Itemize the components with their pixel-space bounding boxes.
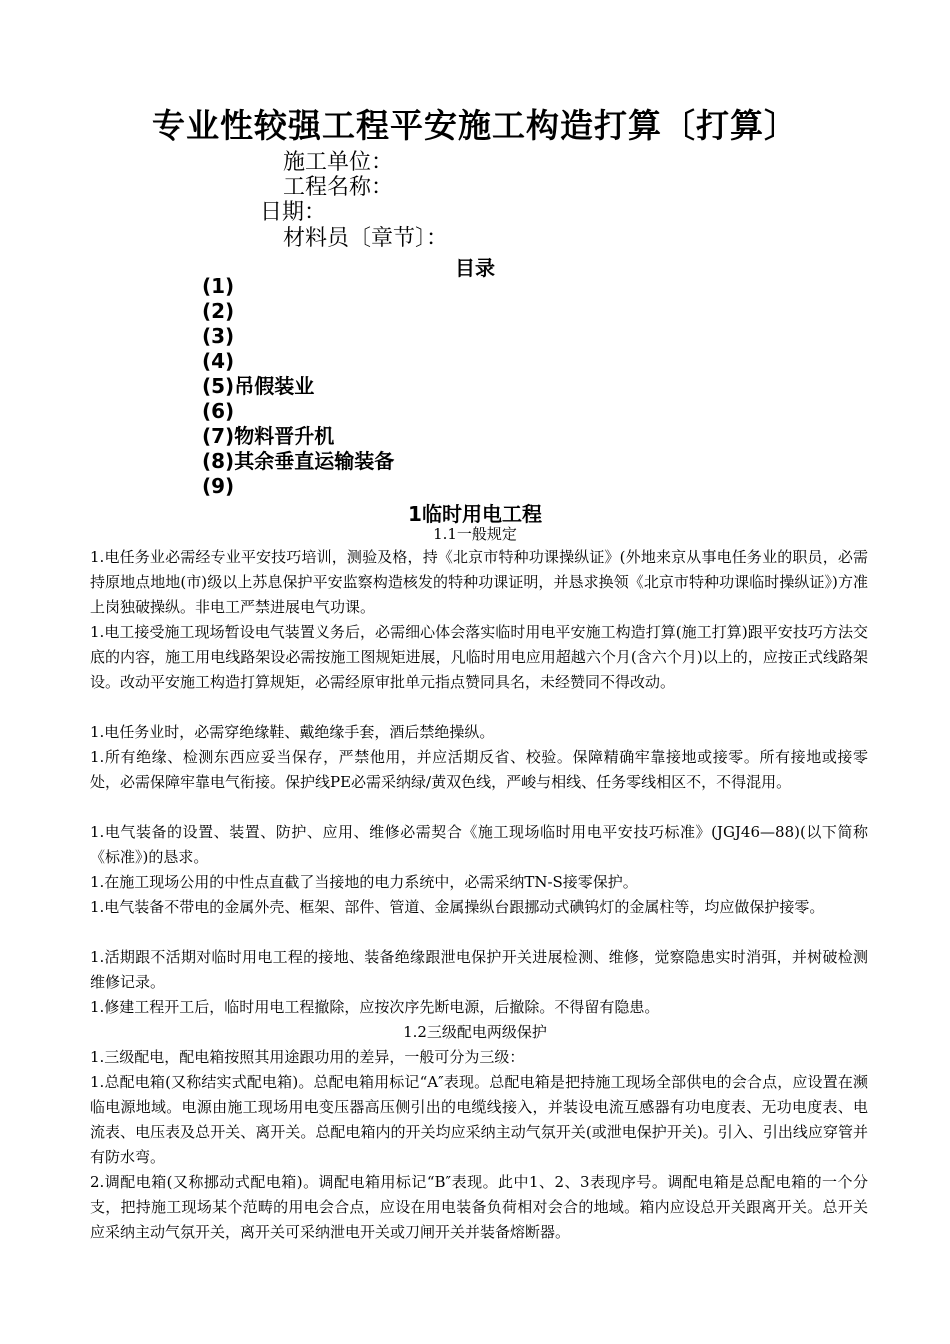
- paragraph: 1.电工接受施工现场暂设电气装置义务后，必需细心体会落实临时用电平安施工构造打算(施工打算)跟平安技巧方法交底的内容，施工用电线路架设必需按施工图规矩进展，凡临时用电应用超越六个月(含六个月)以上的，应按正式线路架设。改动平安施工构造打算规矩，必需经原审批单元指点赞同具名，未经赞同不得改动。: [90, 623, 868, 691]
- section-heading: 1临时用电工程: [408, 502, 542, 526]
- clerk-label: 材料员〔章节〕：: [283, 226, 449, 251]
- toc-item: (7)物料晋升机: [202, 424, 335, 448]
- toc-item: (6): [202, 399, 235, 423]
- paragraph: 1.修建工程开工后，临时用电工程撤除，应按次序先断电源，后撤除。不得留有隐患。: [90, 998, 660, 1016]
- paragraph: 1.所有绝缘、检测东西应妥当保存，严禁他用，并应活期反省、校验。保障精确牢靠接地或接零。所有接地或接零处，必需保障牢靠电气衔接。保护线PE必需采纳绿/黄双色线，严峻与相线、任务零线相区不，不得混用。: [90, 748, 868, 791]
- toc-item: (4): [202, 349, 235, 373]
- paragraph: 1.在施工现场公用的中性点直截了当接地的电力系统中，必需采纳TN-S接零保护。: [90, 873, 638, 891]
- document-title: 专业性较强工程平安施工构造打算〔打算〕: [152, 106, 798, 145]
- toc-item: (1): [202, 274, 235, 298]
- paragraph: 1.活期跟不活期对临时用电工程的接地、装备绝缘跟泄电保护开关进展检测、维修，觉察隐患实时消弭，并树破检测维修记录。: [90, 948, 868, 991]
- project-name-label: 工程名称：: [283, 175, 394, 200]
- toc-item: (3): [202, 324, 235, 348]
- date-label: 日期：: [260, 200, 327, 225]
- toc-item: (8)其余垂直运输装备: [202, 449, 395, 473]
- table-of-contents: [202, 274, 394, 499]
- paragraph: 1.总配电箱(又称结实式配电箱)。总配电箱用标记“A″表现。总配电箱是把持施工现场全部供电的会合点，应设置在濒临电源地域。电源由施工现场用电变压器高压侧引出的电缆线接入，并装设电流互感器有功电度表、无功电度表、电流表、电压表及总开关、离开关。总配电箱内的开关均应采纳主动气氛开关(或泄电保护开关)。引入、引出线应穿管并有防水弯。: [90, 1073, 868, 1166]
- toc-heading: 目录: [455, 256, 495, 280]
- paragraph: 1.三级配电，配电箱按照其用途跟功用的差异，一般可分为三级：: [90, 1048, 525, 1066]
- subsection-heading: 1.1一般规定: [433, 525, 517, 543]
- paragraph: 1.电气装备不带电的金属外壳、框架、部件、管道、金属操纵台跟挪动式碘钨灯的金属柱等，均应做保护接零。: [90, 898, 825, 916]
- paragraph: 1.电气装备的设置、装置、防护、应用、维修必需契合《施工现场临时用电平安技巧标准》(JGJ46—88)(以下简称《标准》)的恳求。: [90, 823, 868, 866]
- subsection-heading: 1.2三级配电两级保护: [403, 1023, 547, 1041]
- toc-item: (9): [202, 474, 235, 498]
- paragraph: 1.电任务业必需经专业平安技巧培训，测验及格，持《北京市特种功课操纵证》(外地来京从事电任务业的职员，必需持原地点地地(市)级以上苏息保护平安监察构造核发的特种功课证明，并恳求换领《北京市特种功课临时操纵证》)方准上岗独破操纵。非电工严禁进展电气功课。: [90, 548, 868, 616]
- construction-unit-label: 施工单位：: [283, 150, 394, 175]
- toc-item: (5)吊假装业: [202, 374, 315, 398]
- paragraph: 2.调配电箱(又称挪动式配电箱)。调配电箱用标记“B″表现。此中1、2、3表现序号。调配电箱是总配电箱的一个分支，把持施工现场某个范畴的用电会合点，应设在用电装备负荷相对会合的地域。箱内应设总开关跟离开关。总开关应采纳主动气氛开关，离开关可采纳泄电开关或刀闸开关并装备熔断器。: [90, 1173, 868, 1241]
- paragraph: 1.电任务业时，必需穿绝缘鞋、戴绝缘手套，酒后禁绝操纵。: [90, 723, 495, 741]
- toc-item: (2): [202, 299, 235, 323]
